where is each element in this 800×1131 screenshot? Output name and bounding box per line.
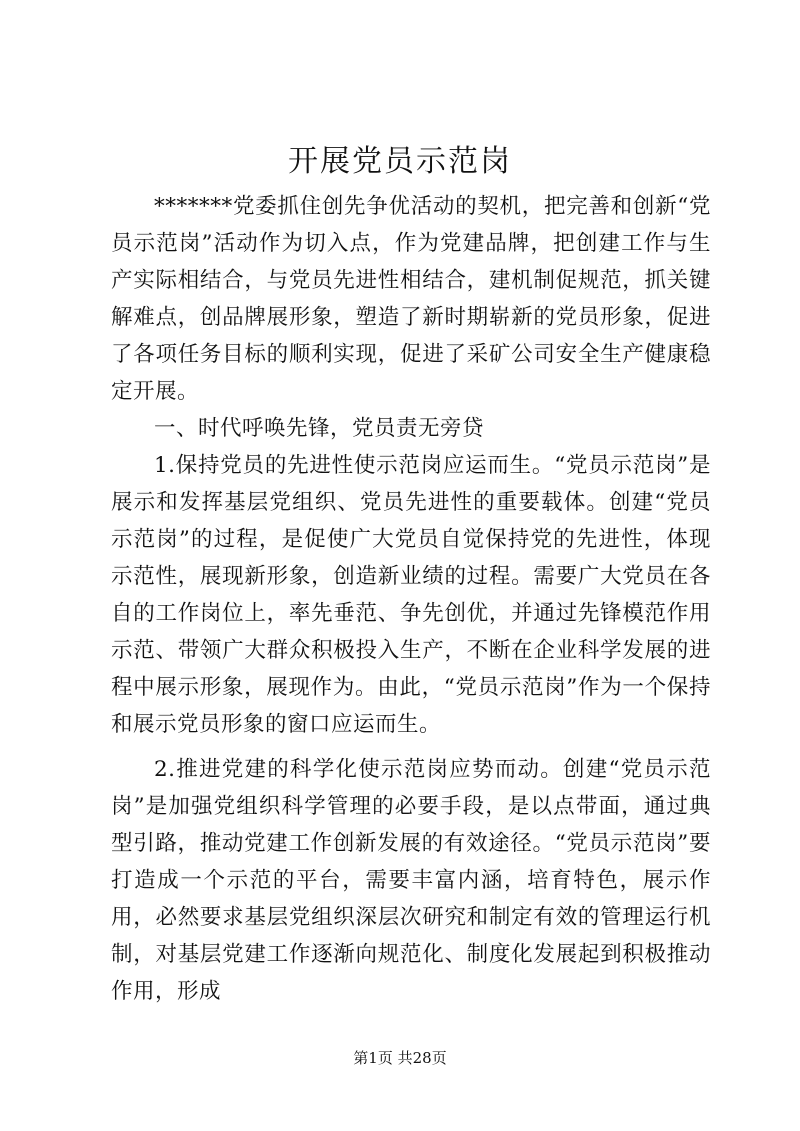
document-body xyxy=(111,188,711,1010)
page-number-footer: 第1页 共28页 xyxy=(353,1049,447,1067)
paragraph-point-1: 1.保持党员的先进性使示范岗应运而生。“党员示范岗”是展示和发挥基层党组织、党员先进性的重要载体。创建“党员示范岗”的过程，是促使广大党员自觉保持党的先进性，体现示范性，展现新形象，创造新业绩的过程。需要广大党员在各自的工作岗位上，率先垂范、争先创优，并通过先锋模范作用示范、带领广大群众积极投入生产，不断在企业科学发展的进程中展示形象，展现作为。由此，“党员示范岗”作为一个保持和展示党员形象的窗口应运而生。 xyxy=(111,453,711,737)
paragraph-intro: *******党委抓住创先争优活动的契机，把完善和创新“党员示范岗”活动作为切入点，作为党建品牌，把创建工作与生产实际相结合，与党员先进性相结合，建机制促规范，抓关键解难点，创品牌展形象，塑造了新时期崭新的党员形象，促进了各项任务目标的顺利实现，促进了采矿公司安全生产健康稳定开展。 xyxy=(111,194,711,404)
document-title: 开展党员示范岗 xyxy=(288,144,512,179)
section-heading: 一、时代呼唤先锋，党员责无旁贷 xyxy=(154,416,485,441)
paragraph-point-2: 2.推进党建的科学化使示范岗应势而动。创建“党员示范岗”是加强党组织科学管理的必要手段，是以点带面，通过典型引路，推动党建工作创新发展的有效途径。“党员示范岗”要打造成一个示范的平台，需要丰富内涵，培育特色，展示作用，必然要求基层党组织深层次研究和制定有效的管理运行机制，对基层党建工作逐渐向规范化、制度化发展起到积极推动作用，形成 xyxy=(111,757,711,1004)
